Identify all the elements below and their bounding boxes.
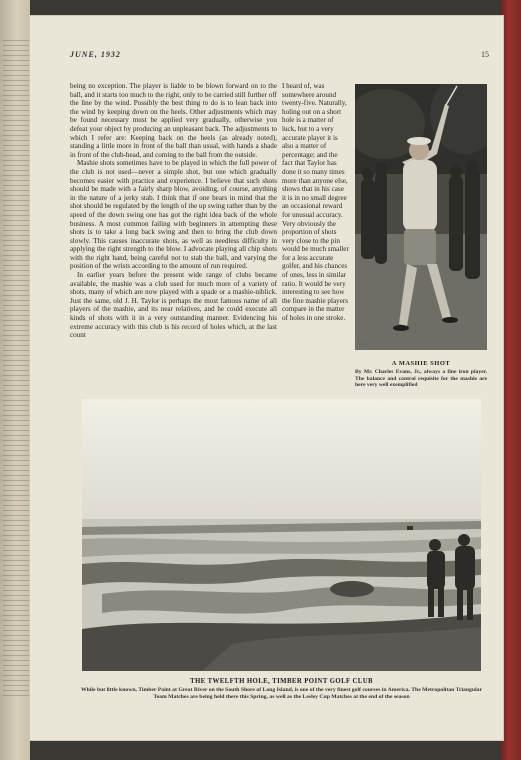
page-number: 15 bbox=[481, 50, 489, 59]
issue-date: JUNE, 1932 bbox=[70, 50, 121, 59]
photo-twelfth-hole bbox=[82, 399, 481, 671]
course-photo-illustration bbox=[82, 399, 481, 671]
previous-page-text-texture bbox=[3, 40, 29, 700]
article-column-left bbox=[70, 82, 277, 340]
paragraph: I heard of, was somewhere around twenty-five. Naturally, holing out on a short hole is a matter of luck, but to a very accurate player it is also a matter of percentage; and the fact that Taylor has done it so many times more than anyone else, shows that in his case it is in no small degree an occasional reward for unusual accuracy. Very obviously the proportion of shots very close to the pin would be much smaller for a less accurate golfer, and his chances of ones, less in similar ratio. It would be very interesting to see how the fine mashie players compare in the matter of holes in one stroke. bbox=[282, 82, 349, 323]
paragraph: In earlier years before the present wide range of clubs became available, the mashie was a club used for much more of a variety of shots, many of which are now played with a spade or a mashie-niblick. Just the same, old J. H. Taylor is perhaps the most famous name of all players of the mashie, and its near relatives, and he could execute all kinds of shots with it in a very outstanding manner. Evidencing his extreme accuracy with this club is his record of holes which, at the last count bbox=[70, 271, 277, 340]
golfer-photo-illustration bbox=[355, 84, 487, 350]
small-figure-title: A MASHIE SHOT bbox=[391, 360, 451, 367]
paragraph: being no exception. The player is liable to be blown forward on to the ball, and it starts too much to the right, only to be carried still further off the line by the wind. Possibly the best thing to do is to lean back into the wind by keeping down on the heels. Other adjustments which may be found necessary must be applied very gradually, otherwise you defeat your object by producing an unpleasant back. The adjustments to which I refer are: Keeping back on the heels (as already noted), standing a little more in front of the ball than usual, with hands a shade in front of the club-head, and coming to the ball from the outside. bbox=[70, 82, 277, 159]
large-figure-caption: While but little known, Timber Point at Great River on the South Shore of Long Island, is one of the very finest golf courses in America. The Metropolitan Triangular Team Matches are being held there this Spring, as well as the Lesley Cup Matches at the end of the season bbox=[80, 687, 483, 700]
article-column-right bbox=[282, 82, 349, 323]
photo-credit: Acme bbox=[357, 342, 369, 347]
large-figure-title: THE TWELFTH HOLE, TIMBER POINT GOLF CLUB bbox=[190, 678, 373, 685]
small-figure-caption: By Mr. Charles Evans, Jr., always a fine iron player. The balance and control requisite for the mashie are here very well exemplified bbox=[355, 369, 487, 389]
paragraph: Mashie shots sometimes have to be played in which the full power of the club is not used—never a simple shot, but one which gradually becomes easier with practice and experience. I believe that such shots should be made with a fairly sharp blow, avoiding, of course, anything in the nature of a jerky stab. I think that if one bears in mind that the shot should be regulated by the length of the up swing rather than by the speed of the down swing one has got the right idea back of the whole business. A most common failing with beginners in attempting these shots is to take a long back swing and then to bring the club down slowly. This causes inaccurate shots, as well as needless difficulty in applying the right strength to the blow. I advocate playing all chip shots with the right hand, being careful not to stab the ball, and varying the position of the wrists according to the amount of run required. bbox=[70, 159, 277, 271]
previous-page-edge bbox=[0, 0, 30, 760]
magazine-page bbox=[30, 16, 503, 740]
binder-cover-edge bbox=[501, 0, 521, 760]
photo-golfer-mashie-shot bbox=[355, 84, 487, 350]
